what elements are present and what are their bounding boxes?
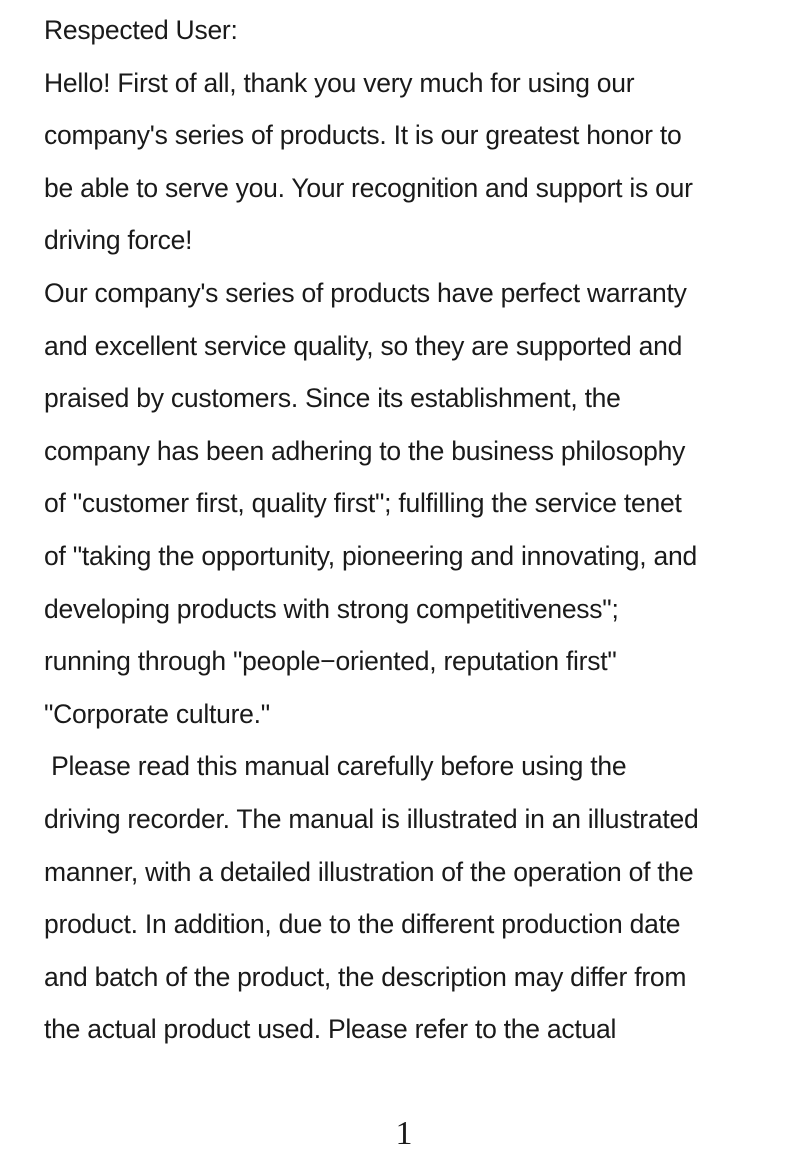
text-line: company's series of products. It is our greatest honor to bbox=[44, 120, 682, 151]
text-line: and batch of the product, the description may differ from bbox=[44, 961, 687, 992]
text-line: Our company's series of products have perfect warranty bbox=[44, 277, 687, 308]
text-line: product. In addition, due to the different production date bbox=[44, 909, 681, 940]
text-line: of "customer first, quality first"; fulfilling the service tenet bbox=[44, 488, 682, 519]
text-line: "Corporate culture." bbox=[44, 698, 270, 729]
page-number: 1 bbox=[395, 1115, 413, 1152]
salutation: Respected User: bbox=[44, 15, 238, 45]
body-text bbox=[44, 4, 784, 1056]
text-line: praised by customers. Since its establishment, the bbox=[44, 383, 621, 414]
text-line: driving recorder. The manual is illustrated in an illustrated bbox=[44, 803, 699, 834]
text-line: and excellent service quality, so they are supported and bbox=[44, 330, 683, 361]
text-line: the actual product used. Please refer to the actual bbox=[44, 1014, 617, 1045]
text-line: be able to serve you. Your recognition and support is our bbox=[44, 172, 693, 203]
text-line: company has been adhering to the business philosophy bbox=[44, 435, 686, 466]
text-line: Hello! First of all, thank you very much for using our bbox=[44, 67, 635, 98]
text-line: driving force! bbox=[44, 225, 193, 256]
text-line: of "taking the opportunity, pioneering and innovating, and bbox=[44, 540, 697, 571]
text-line: running through "people−oriented, reputation first" bbox=[44, 646, 617, 677]
text-line: manner, with a detailed illustration of the operation of the bbox=[44, 856, 694, 887]
text-line: developing products with strong competitiveness"; bbox=[44, 593, 619, 624]
text-line: Please read this manual carefully before using the bbox=[44, 751, 627, 782]
